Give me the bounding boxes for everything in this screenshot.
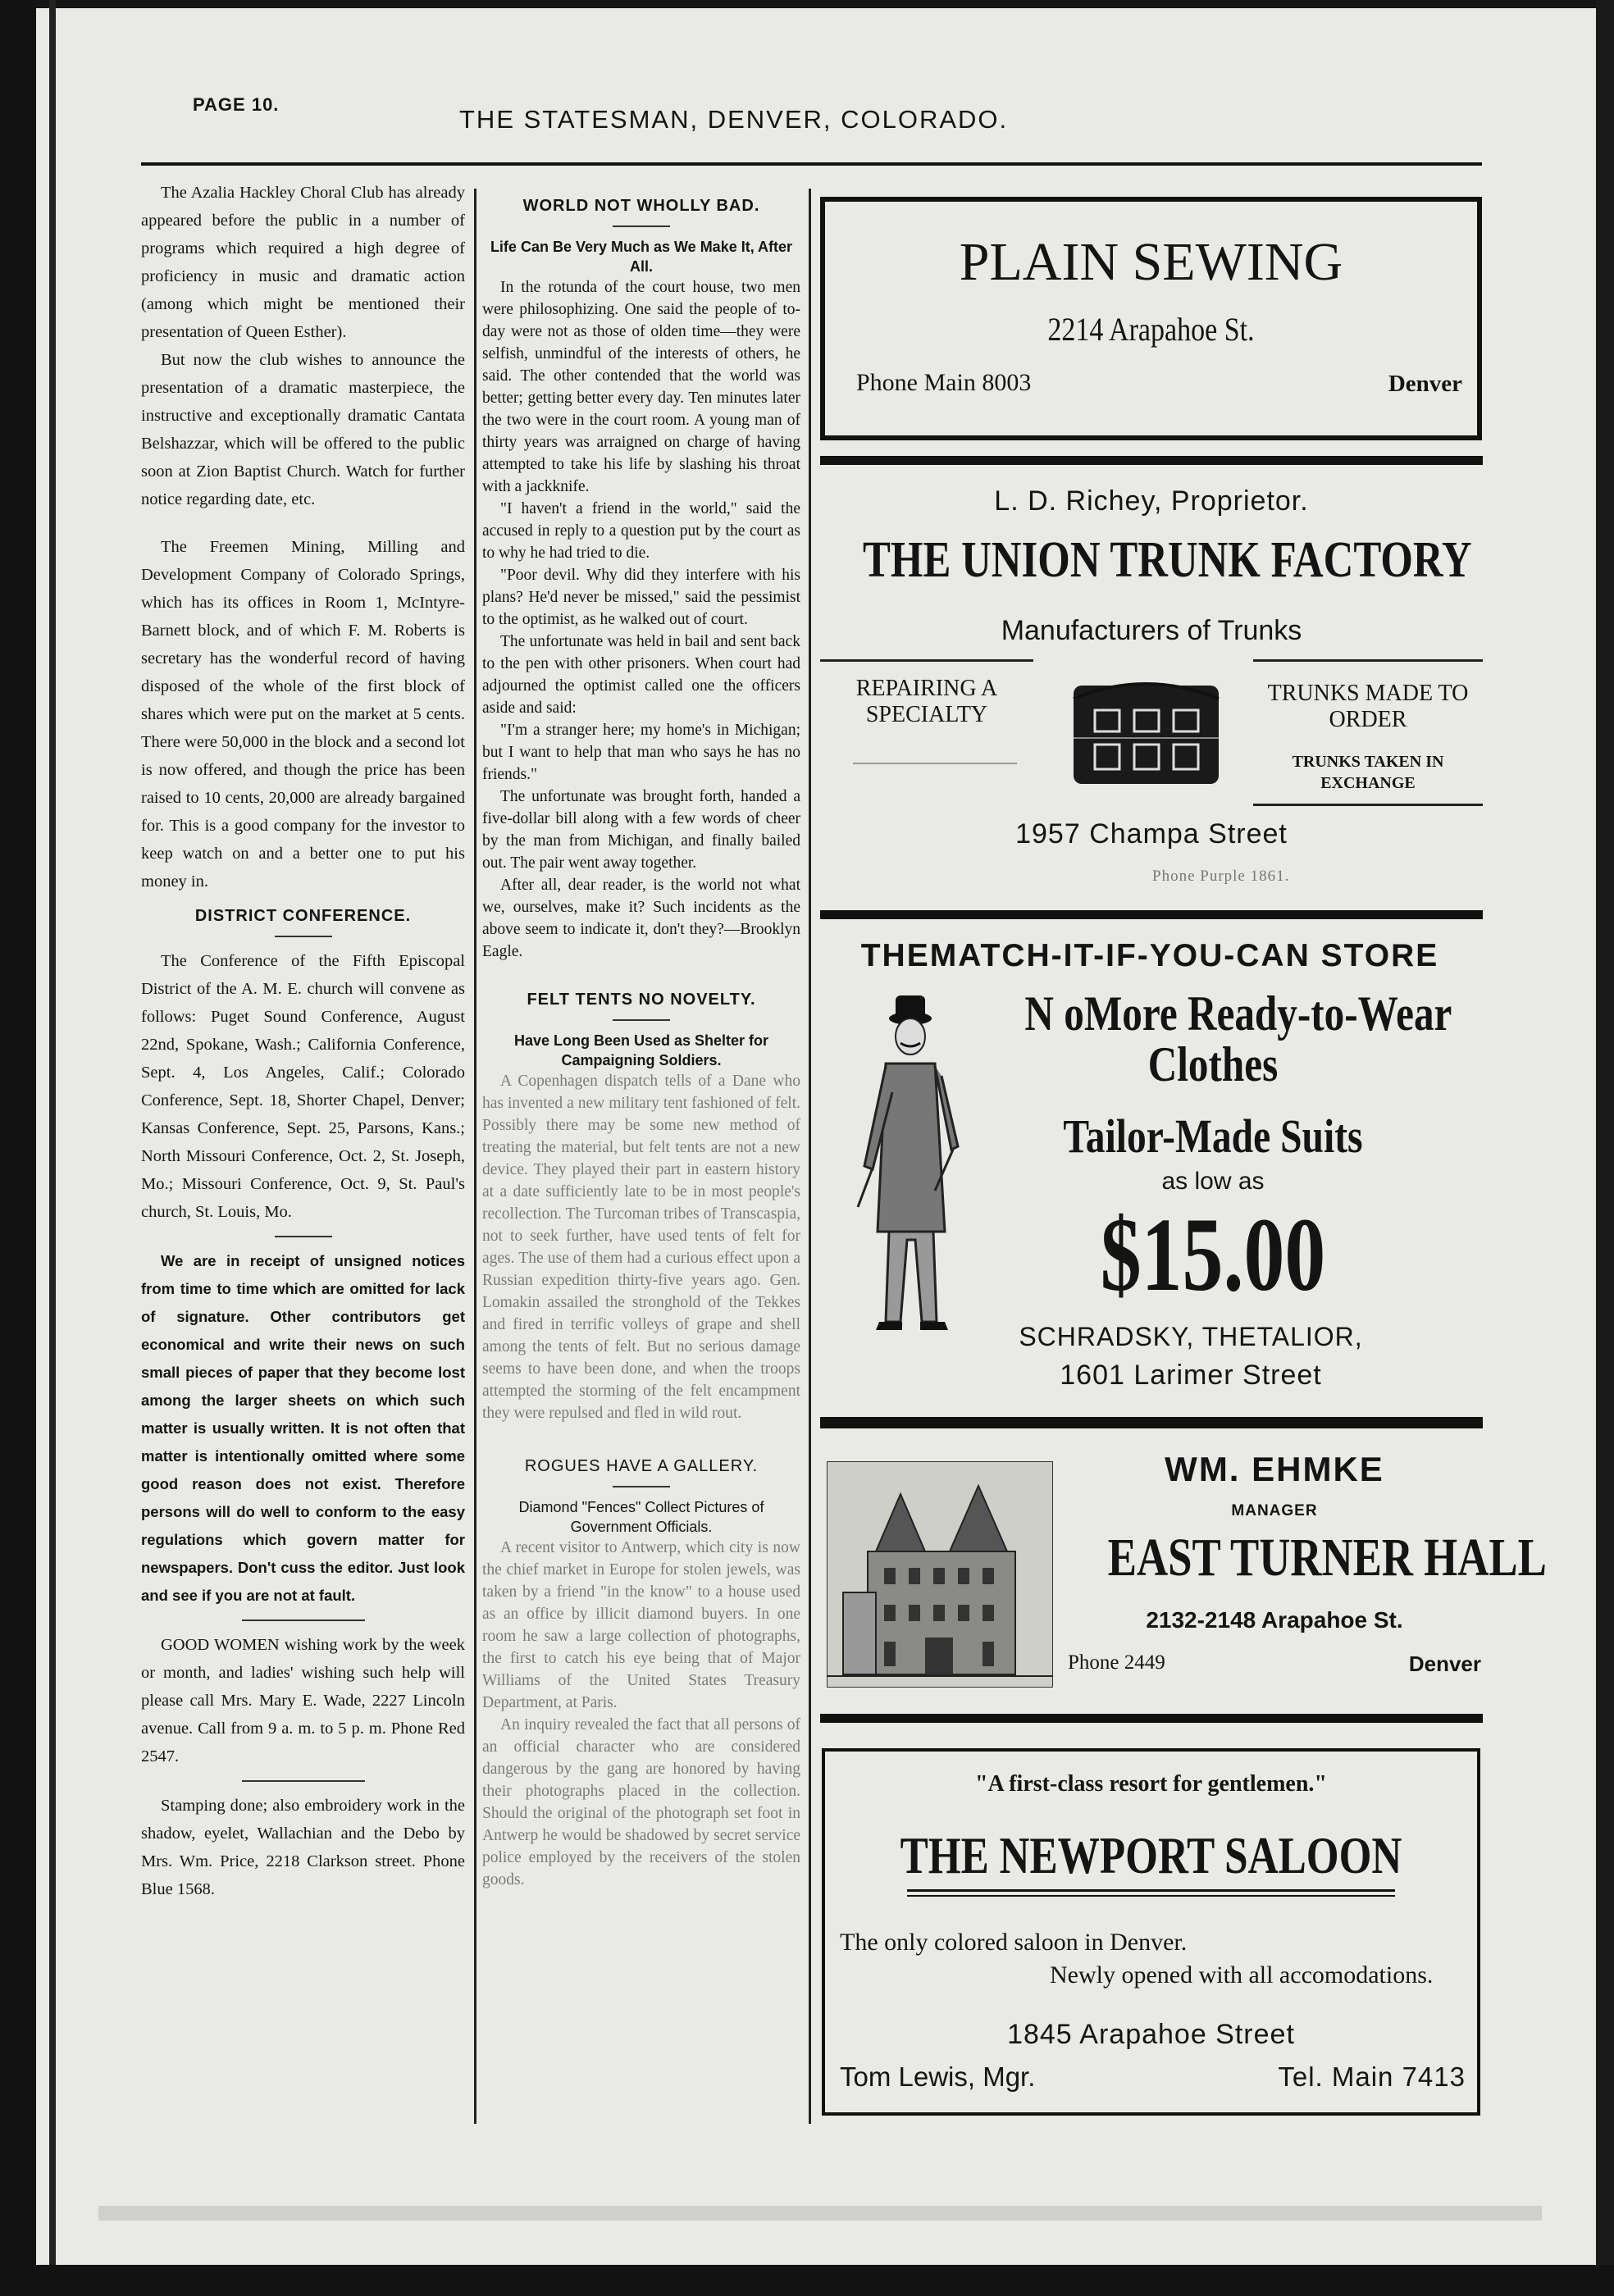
- hall-building-illustration: [827, 1461, 1053, 1688]
- scan-edge-left: [0, 0, 36, 2296]
- mining-company-paragraph: The Freemen Mining, Milling and Development Company of Colorado Springs, which has its offices in Room 1, McIntyre-Barnett block, and of which F. M. Roberts is secretary has the wonderful record of having disposed of the whole of the first block of shares which were put on the market at 5 cents. There were 50,000 in the block and a second lot is now offered, and though the price has been raised to 10 cents, 20,000 are already bargained for. This is a good company for the investor to keep watch on and a better one to put his money in.: [141, 538, 465, 891]
- ad-separator: [820, 910, 1483, 919]
- trunk-title: THE UNION TRUNK FACTORY: [863, 532, 1472, 588]
- paper-fold: [98, 2206, 1542, 2221]
- heading-rule: [613, 1486, 670, 1487]
- article-paragraph: "I haven't a friend in the world," said the accused in reply to a question put by the court as to why he had tried to die.: [482, 500, 800, 562]
- clothes-line: Clothes: [1147, 1037, 1279, 1091]
- saloon-line-1: The only colored saloon in Denver.: [840, 1929, 1188, 1956]
- article-subheading-tents: Have Long Been Used as Shelter for Campaigning Soldiers.: [513, 1032, 769, 1068]
- tailor-made-line: Tailor-Made Suits: [1063, 1109, 1363, 1163]
- heading-rule: [613, 226, 670, 227]
- plain-sewing-title: PLAIN SEWING: [959, 232, 1343, 292]
- heading-rule: [613, 1019, 670, 1021]
- scan-edge-top: [0, 0, 1614, 8]
- trunk-made-to-order: TRUNKS MADE TO ORDER: [1267, 681, 1469, 732]
- scan-edge-bottom: [0, 2265, 1614, 2296]
- trunk-left-rule: [820, 659, 1033, 662]
- notice-paragraph: We are in receipt of unsigned notices from time to time which are omitted for lack of signature. Other contributors get economical and write their news on such small pieces of paper that they become lost among the larger sheets on which such matter is usually written. It is not often that matter is intentionally omitted where some good reason does not exist. Therefore persons will do well to conform to the easy regulations which govern matter for newspapers. Don't cuss the editor. Just look and see if you are not at fault.: [141, 1252, 465, 1604]
- plain-sewing-ad: [820, 197, 1482, 440]
- article-paragraph: The unfortunate was held in bail and sent back to the pen with other prisoners. When court had adjourned the optimist called one the officers aside and said:: [482, 633, 800, 717]
- trunk-left-underline: [853, 763, 1017, 764]
- saloon-title-underline-2: [907, 1895, 1395, 1897]
- district-conference-heading: DISTRICT CONFERENCE.: [194, 907, 412, 925]
- trunk-right-rule: [1253, 659, 1483, 662]
- gentleman-illustration: [853, 986, 968, 1338]
- ad-separator: [820, 456, 1483, 465]
- column-divider-2: [809, 189, 811, 2124]
- article-paragraph: In the rotunda of the court house, two men were philosophizing. One said the people of to-day were not as those of olden time—they were selfish, unmindful of the interests of others, he said. The other contended that the world was better; getting better every day. Ten minutes later the two were in the court room. A young man of thirty years was arraigned on charge of having attempted to take his life by slashing his throat with a jackknife.: [482, 279, 800, 495]
- good-women-paragraph: GOOD WOMEN wishing work by the week or month, and ladies' wishing such help will please call Mrs. Mary E. Wade, 2227 Lincoln avenue. Call from 9 a. m. to 5 p. m. Phone Red 2547.: [141, 1636, 465, 1765]
- article-paragraph: After all, dear reader, is the world not what we, ourselves, make it? Such incidents as the above seem to indicate it, don't they?—Brooklyn Eagle.: [482, 877, 800, 960]
- manager-name: WM. EHMKE: [1165, 1450, 1384, 1488]
- scan-edge-right: [1596, 0, 1614, 2296]
- article-subheading-world: Life Can Be Very Much as We Make It, After All.: [490, 239, 793, 275]
- choral-club-paragraph: The Azalia Hackley Choral Club has already appeared before the public in a number of programs which required a high degree of proficiency in music and dramatic action (among which might be mentioned their presentation of Queen Esther).: [141, 184, 465, 341]
- saloon-tagline: "A first-class resort for gentlemen.": [975, 1771, 1327, 1797]
- conference-paragraph: The Conference of the Fifth Episcopal District of the A. M. E. church will convene as follows: Puget Sound Conference, August 22nd, Spokane, Wash.; California Conference, Sept. 4, Los Angeles, Calif.; Colorado Conference, Sept. 18, Shorter Chapel, Denver; Kansas Conference, Sept. 25, Parsons, Kans.; North Missouri Conference, Oct. 2, St. Joseph, Mo.; Missouri Conference, Oct. 9, St. Paul's church, St. Louis, Mo.: [141, 952, 465, 1221]
- plain-sewing-phone: Phone Main 8003: [856, 369, 1032, 396]
- column-divider-1: [474, 189, 476, 2124]
- header-rule: [141, 162, 1482, 166]
- east-turner-hall-ad: [820, 1445, 1547, 1691]
- ready-to-wear-line: N oMore Ready-to-Wear: [1024, 986, 1452, 1041]
- trunk-right-bottom-rule: [1253, 804, 1483, 806]
- article-subheading-rogues: Diamond "Fences" Collect Pictures of Government Officials.: [518, 1499, 764, 1535]
- trunk-exchange: TRUNKS TAKEN IN EXCHANGE: [1292, 753, 1444, 792]
- article-heading-rogues: ROGUES HAVE A GALLERY.: [524, 1457, 759, 1475]
- manager-label: MANAGER: [1231, 1502, 1318, 1519]
- turner-hall-address: 2132-2148 Arapahoe St.: [1146, 1607, 1403, 1633]
- price: $15.00: [1100, 1196, 1326, 1313]
- trunk-icon: [1070, 669, 1222, 788]
- scan-edge-left-inner: [49, 0, 56, 2296]
- union-trunk-ad: [820, 476, 1483, 902]
- separator-rule: [275, 1236, 332, 1237]
- match-it-store-ad: [817, 927, 1483, 1410]
- heading-rule: [275, 936, 332, 937]
- cantata-paragraph: But now the club wishes to announce the presentation of a dramatic masterpiece, the instructive and exceptionally dramatic Cantata Belshazzar, which will be offered to the public soon at Zion Baptist Church. Watch for further notice regarding date, etc.: [141, 351, 465, 508]
- saloon-title: THE NEWPORT SALOON: [900, 1826, 1402, 1884]
- article-paragraph: An inquiry revealed the fact that all persons of an official character who are considered dangerous by the gang are honored by having their photographs placed in the collection. Should the original of the photograph set foot in Antwerp he would be shadowed by secret service police employed by the receivers of the stolen goods.: [482, 1716, 800, 1888]
- saloon-title-underline: [907, 1889, 1395, 1892]
- article-heading-tents: FELT TENTS NO NOVELTY.: [527, 991, 756, 1009]
- tailor-name: SCHRADSKY, THETALIOR,: [1019, 1322, 1363, 1351]
- plain-sewing-city: Denver: [1388, 371, 1462, 397]
- article-paragraph: "Poor devil. Why did they interfere with his plans? He'd never be missed," said the pessimist to the optimist, as he walked out of court.: [482, 567, 800, 628]
- turner-hall-city: Denver: [1408, 1651, 1481, 1676]
- saloon-manager: Tom Lewis, Mgr.: [840, 2061, 1036, 2092]
- saloon-telephone: Tel. Main 7413: [1278, 2061, 1466, 2092]
- turner-hall-title: EAST TURNER HALL: [1107, 1528, 1547, 1588]
- article-paragraph: A Copenhagen dispatch tells of a Dane who has invented a new military tent fashioned of felt. Possibly there may be some new method of treating the material, but felt tents are not a new device. They played their part in eastern history at a date sufficiently late to be in most people's recollection. The Turcoman tribes of Transcaspia, not to seek further, have used tents of felt for ages. The use of them had a curious effect upon a Russian expedition thirty-five years ago. Gen. Lomakin assailed the stronghold of the Tekkes and fired in terrific volleys of grape and shell among the tents of felt. But no serious damage seems to have been done, and when the troops attempted the storming of the felt encampment they were repulsed and fled in wild rout.: [482, 1073, 800, 1422]
- stamping-paragraph: Stamping done; also embroidery work in the shadow, eyelet, Wallachian and the Debo by Mrs. Wm. Price, 2218 Clarkson street. Phone Blue 1568.: [141, 1797, 465, 1898]
- plain-sewing-address: 2214 Arapahoe St.: [1047, 311, 1255, 348]
- turner-hall-phone: Phone 2449: [1068, 1651, 1165, 1674]
- saloon-address: 1845 Arapahoe Street: [1007, 2019, 1295, 2050]
- newport-saloon-ad: [822, 1748, 1480, 2116]
- as-low-as: as low as: [1161, 1168, 1265, 1195]
- article-paragraph: A recent visitor to Antwerp, which city is now the chief market in Europe for stolen jewels, was taken by a friend "in the know" to a house used as an office by illicit diamond buyers. In one room he saw a large collection of photographs, the first to catch his eye being that of Major Williams of the United States Treasury Department, at Paris.: [482, 1539, 800, 1711]
- column-two: [482, 197, 800, 1891]
- page-number: PAGE 10.: [193, 94, 280, 115]
- ad-separator: [820, 1417, 1483, 1428]
- store-address: 1601 Larimer Street: [1060, 1360, 1322, 1391]
- trunk-subtitle: Manufacturers of Trunks: [1001, 615, 1302, 646]
- trunk-phone: Phone Purple 1861.: [1152, 868, 1290, 885]
- separator-rule: [242, 1780, 365, 1782]
- article-heading-world: WORLD NOT WHOLLY BAD.: [522, 197, 760, 215]
- ad-separator: [820, 1714, 1483, 1723]
- store-title: THEMATCH-IT-IF-YOU-CAN STORE: [860, 938, 1439, 973]
- article-paragraph: The unfortunate was brought forth, handed a five-dollar bill along with a few words of cheer by the man from Michigan, and finally bailed out. The pair went away together.: [482, 788, 800, 872]
- trunk-address: 1957 Champa Street: [1015, 818, 1288, 850]
- article-paragraph: "I'm a stranger here; my home's in Michigan; but I want to help that man who says he has no friends.": [482, 722, 800, 783]
- saloon-line-2: Newly opened with all accomodations.: [1050, 1961, 1434, 1988]
- newspaper-title: THE STATESMAN, DENVER, COLORADO.: [459, 105, 1009, 134]
- column-one: [141, 179, 465, 1903]
- trunk-proprietor: L. D. Richey, Proprietor.: [994, 485, 1309, 517]
- trunk-repairing: REPAIRING A SPECIALTY: [855, 676, 998, 727]
- separator-rule: [242, 1620, 365, 1621]
